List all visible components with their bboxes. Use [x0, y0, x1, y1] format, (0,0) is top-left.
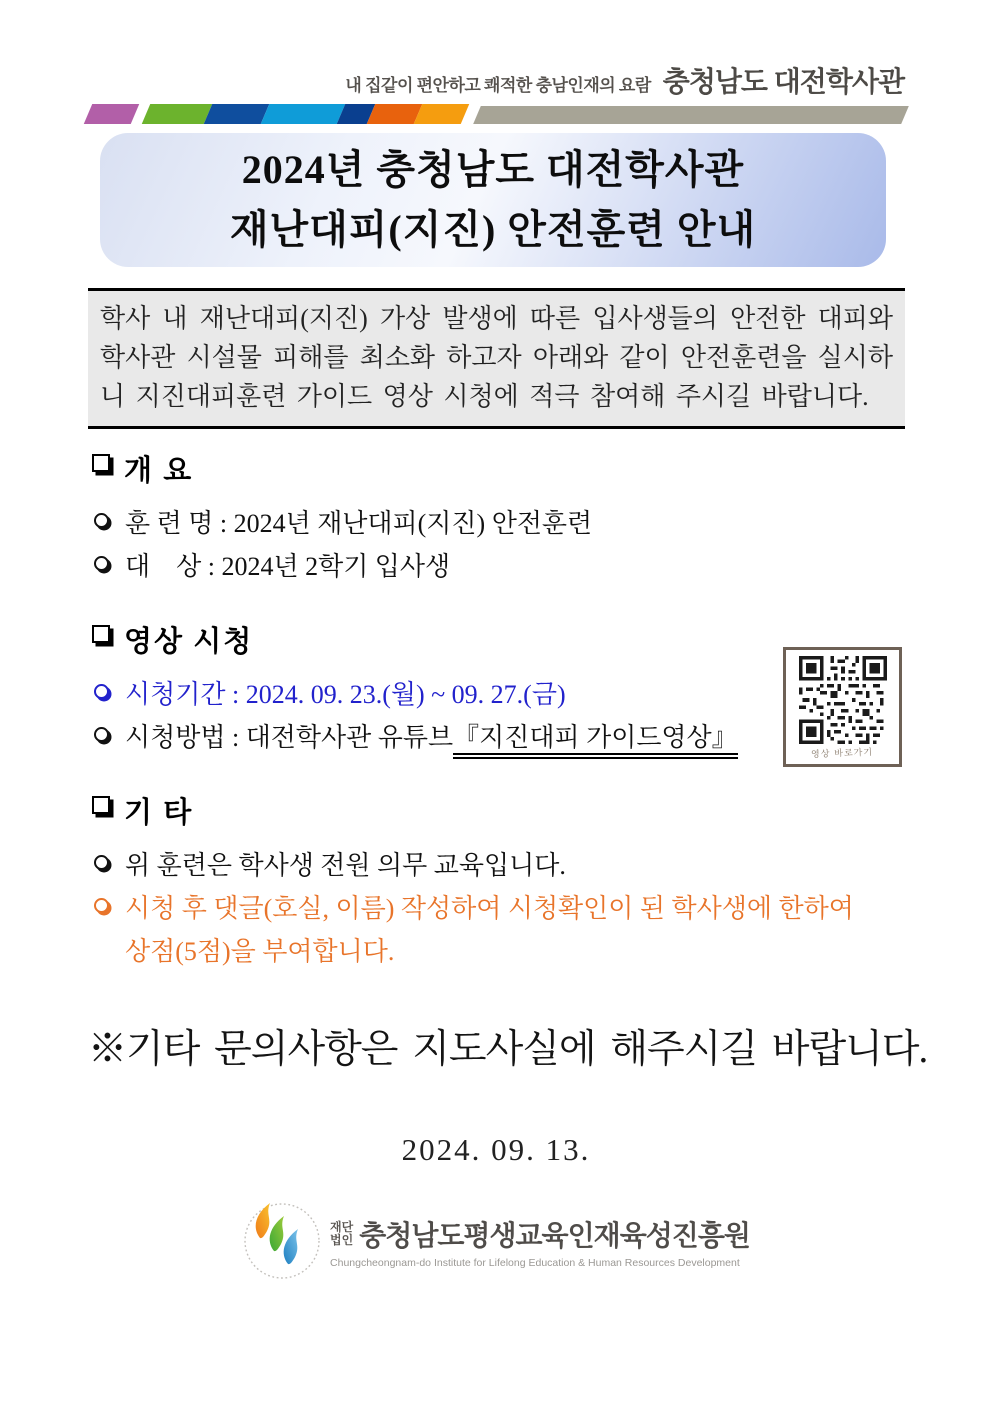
page-title-line1: 2024년 충청남도 대전학사관: [241, 147, 745, 192]
square-bullet-icon: [92, 454, 110, 472]
institute-emblem-icon: [242, 1194, 322, 1288]
section-overview: [92, 448, 922, 588]
header-brand: 충청남도 대전학사관: [662, 66, 904, 97]
bar-segment: [261, 104, 345, 124]
bar-segment: [142, 104, 212, 124]
institute-name: 충청남도평생교육인재육성진흥원: [359, 1219, 750, 1251]
video-link-text: 『지진대피 가이드영상』: [453, 723, 738, 759]
circle-bullet-icon: [94, 513, 109, 528]
list-item: [92, 502, 922, 545]
footer-logo: [0, 1194, 992, 1288]
qr-code: [799, 656, 887, 744]
section-etc: [92, 790, 922, 973]
header-slogan: 내 집같이 편안하고 쾌적한 충남인재의 요람: [345, 76, 651, 95]
decorative-color-bar: [88, 104, 905, 124]
circle-bullet-icon: [94, 855, 109, 870]
reward-text: [125, 887, 854, 973]
square-bullet-icon: [92, 625, 110, 643]
viewing-method-prefix: 시청방법 : 대전학사관 유튜브: [125, 723, 454, 752]
circle-bullet-icon: [94, 556, 109, 571]
intro-text: 학사 내 재난대피(지진) 가상 발생에 따른 입사생들의 안전한 대피와 학사관 시설물 피해를 최소화 하고자 아래와 같이 안전훈련을 실시하니 지진대피훈련 가이드 영상 시청에 적극 참여해 주시길 바랍니다.: [100, 304, 893, 411]
section-title-text: 개 요: [124, 455, 194, 487]
list-item-text: 훈 련 명 : 2024년 재난대피(지진) 안전훈련: [125, 509, 593, 538]
section-title-text: 기 타: [124, 797, 194, 829]
qr-caption: 영상 바로가기: [811, 747, 874, 761]
section-title-text: 영상 시청: [124, 626, 254, 658]
circle-bullet-icon: [94, 898, 109, 913]
list-item-text: 위 훈련은 학사생 전원 의무 교육입니다.: [125, 851, 566, 880]
bar-segment-gray: [473, 106, 909, 124]
list-item: [92, 545, 922, 588]
viewing-period-text: 시청기간 : 2024. 09. 23.(월) ~ 09. 27.(금): [125, 680, 566, 709]
section-title: [92, 448, 922, 489]
viewing-method-text: [125, 716, 738, 759]
intro-box: [88, 288, 905, 429]
masthead: [345, 60, 904, 100]
foundation-line2: 법인: [330, 1232, 354, 1247]
foundation-label: [330, 1221, 353, 1247]
page-title-line2: 재난대피(지진) 안전훈련 안내: [229, 207, 757, 252]
institute-name-english: Chungcheongnam-do Institute for Lifelong Education & Human Resources Development: [330, 1256, 740, 1269]
institute-logo-text: [330, 1214, 750, 1269]
square-bullet-icon: [92, 796, 110, 814]
circle-bullet-icon: [94, 684, 109, 699]
qr-code-box: [783, 647, 902, 767]
circle-bullet-icon: [94, 727, 109, 742]
bar-segment: [204, 104, 269, 124]
document-date: 2024. 09. 13.: [401, 1132, 591, 1167]
bar-segment: [414, 104, 469, 124]
reward-text-line1: 시청 후 댓글(호실, 이름) 작성하여 시청확인이 된 학사생에 한하여: [125, 894, 854, 923]
title-banner: [100, 133, 886, 267]
footer-notice: ※기타 문의사항은 지도사실에 해주시길 바랍니다.: [88, 1028, 928, 1071]
foundation-line1: 재단: [330, 1219, 354, 1234]
list-item: [92, 844, 922, 887]
bar-segment: [84, 104, 139, 124]
list-item-text: 대 상 : 2024년 2학기 입사생: [125, 552, 451, 581]
list-item-reward: [92, 887, 922, 973]
reward-text-line2: 상점(5점)을 부여합니다.: [125, 937, 395, 966]
section-title: [92, 790, 922, 831]
